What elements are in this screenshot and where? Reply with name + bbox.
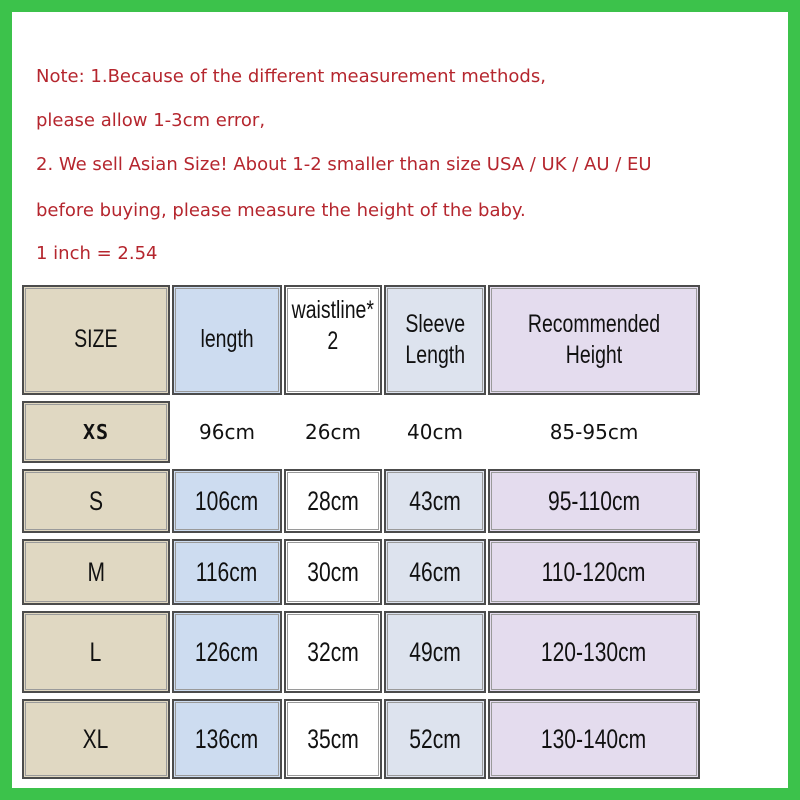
table-row-xs-sleeve: 40cm xyxy=(384,401,486,463)
table-row-xl-sleeve: 52cm xyxy=(384,699,486,779)
note-line-3: 2. We sell Asian Size! About 1-2 smaller than size USA / UK / AU / EU xyxy=(36,154,652,175)
table-row-s-waistline: 28cm xyxy=(284,469,382,533)
header-sleeve-length: Sleeve Length xyxy=(384,285,486,395)
note-line-1: Note: 1.Because of the different measurement methods, xyxy=(36,66,546,87)
table-row-l-waistline: 32cm xyxy=(284,611,382,693)
table-row-xl-length: 136cm xyxy=(172,699,282,779)
table-row-m-size: M xyxy=(22,539,170,605)
table-row-xl-size: XL xyxy=(22,699,170,779)
header-length: length xyxy=(172,285,282,395)
table-row-m-sleeve: 46cm xyxy=(384,539,486,605)
note-line-4: before buying, please measure the height of the baby. xyxy=(36,200,526,221)
table-row-s-sleeve: 43cm xyxy=(384,469,486,533)
table-row-s-height: 95-110cm xyxy=(488,469,700,533)
table-row-l-sleeve: 49cm xyxy=(384,611,486,693)
table-row-xs-height: 85-95cm xyxy=(488,401,700,463)
table-row-l-size: L xyxy=(22,611,170,693)
note-line-2: please allow 1-3cm error, xyxy=(36,110,266,131)
table-row-xl-height: 130-140cm xyxy=(488,699,700,779)
table-row-m-height: 110-120cm xyxy=(488,539,700,605)
header-size: SIZE xyxy=(22,285,170,395)
header-recommended-height: Recommended Height xyxy=(488,285,700,395)
table-row-l-length: 126cm xyxy=(172,611,282,693)
size-chart-image xyxy=(12,12,788,788)
note-line-5: 1 inch = 2.54 xyxy=(36,243,158,264)
table-row-xs-size: XS xyxy=(22,401,170,463)
table-row-s-size: S xyxy=(22,469,170,533)
header-waistline: waistline* 2 xyxy=(284,285,382,395)
table-row-m-waistline: 30cm xyxy=(284,539,382,605)
table-row-xl-waistline: 35cm xyxy=(284,699,382,779)
table-row-s-length: 106cm xyxy=(172,469,282,533)
table-row-m-length: 116cm xyxy=(172,539,282,605)
table-row-xs-length: 96cm xyxy=(172,401,282,463)
table-row-xs-waistline: 26cm xyxy=(284,401,382,463)
table-row-l-height: 120-130cm xyxy=(488,611,700,693)
